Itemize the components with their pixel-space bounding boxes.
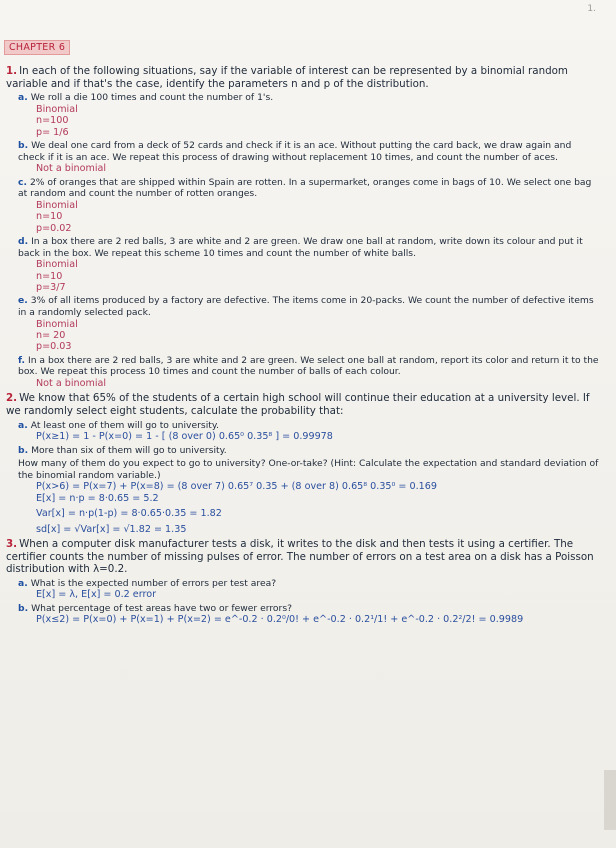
q1-part-d: d. In a box there are 2 red balls, 3 are white and 2 are green. We draw one ball at random, write down its colour and put it back in the box. We repeat this scheme 10 times and count the number of white balls. bbox=[18, 236, 583, 259]
q2-part-a: a. At least one of them will go to university. bbox=[18, 419, 219, 431]
question-text: When a computer disk manufacturer tests a disk, it writes to the disk and then tests it using a certifier. The certifier counts the number of missing pulses of error. The number of errors on a test area on a disk has a Poisson distribution with λ=0.2. bbox=[6, 538, 594, 576]
q1-d-answer: Binomial n=10 p=3/7 bbox=[36, 259, 78, 293]
q3-b-answer: P(x≤2) = P(x=0) + P(x=1) + P(x=2) = e^-0.2 · 0.2⁰/0! + e^-0.2 · 0.2¹/1! + e^-0.2 · 0.2²/2! = 0.9989 bbox=[36, 614, 524, 626]
q1-a-answer: Binomial n=100 p= 1/6 bbox=[36, 103, 78, 138]
q1-part-e: e. 3% of all items produced by a factory are defective. The items come in 20-packs. We count the number of defective items in a randomly selected pack. bbox=[18, 295, 594, 318]
q2-b-answer: P(x>6) = P(x=7) + P(x=8) = (8 over 7) 0.65⁷ 0.35 + (8 over 8) 0.65⁸ 0.35⁰ = 0.169 E[x] = n·p = 8·0.65 = 5.2 Var[x] = n·p(1-p) = 8·0.65·0.35 = 1.82 sd[x] = √Var[x] = √1.82 = 1.35 bbox=[36, 481, 437, 535]
q1-part-f: f. In a box there are 2 red balls, 3 are white and 2 are green. We select one ball at random, report its color and return it to the box. We repeat this process 10 times and count the number of balls of each colour. bbox=[18, 354, 599, 378]
q2-b-extra: How many of them do you expect to go to university? One-or-take? (Hint: Calculate the expectation and standard deviation of the binomial random variable.) bbox=[18, 458, 599, 481]
page-marker: 1. bbox=[587, 4, 596, 14]
q1-f-answer: Not a binomial bbox=[36, 378, 107, 389]
q3-part-a: a. What is the expected number of errors per test area? bbox=[18, 577, 277, 589]
q1-c-answer: Binomial n=10 p=0.02 bbox=[36, 199, 78, 234]
q1-e-answer: Binomial n= 20 p=0.03 bbox=[36, 318, 78, 353]
q1-part-b: b. We deal one card from a deck of 52 cards and check if it is an ace. Without putting the card back, we draw again and check if it is an ace. We repeat this process of drawing without replacement 10 times, and count the number of aces. bbox=[18, 140, 572, 163]
q2-a-answer: P(x≥1) = 1 - P(x=0) = 1 - [ (8 over 0) 0.65⁰ 0.35⁸ ] = 0.99978 bbox=[36, 431, 333, 443]
question-number: 3. bbox=[6, 538, 18, 550]
chapter-heading: CHAPTER 6 bbox=[4, 40, 70, 55]
q3-part-b: b. What percentage of test areas have two or fewer errors? bbox=[18, 602, 292, 614]
question-3 bbox=[6, 538, 600, 576]
question-number: 1. bbox=[6, 65, 18, 77]
q1-b-answer: Not a binomial bbox=[36, 163, 107, 175]
content bbox=[6, 62, 600, 626]
question-number: 2. bbox=[6, 392, 18, 405]
question-1 bbox=[6, 65, 600, 90]
binding-strip bbox=[604, 770, 616, 830]
q2-part-b: b. More than six of them will go to university. bbox=[18, 444, 227, 456]
q3-a-answer: E[x] = λ, E[x] = 0.2 error bbox=[36, 589, 157, 601]
question-text: We know that 65% of the students of a certain high school will continue their education at a university level. If we randomly select eight students, calculate the probability that: bbox=[6, 392, 590, 417]
q1-part-c: c. 2% of oranges that are shipped within Spain are rotten. In a supermarket, oranges come in bags of 10. We select one bag at random and count the number of rotten oranges. bbox=[18, 176, 592, 200]
q1-part-a: a. We roll a die 100 times and count the number of 1's. bbox=[18, 92, 274, 104]
question-2 bbox=[6, 392, 600, 417]
question-text: In each of the following situations, say if the variable of interest can be represented by a binomial random variable and if that's the case, identify the parameters n and p of the distribution. bbox=[6, 65, 568, 90]
